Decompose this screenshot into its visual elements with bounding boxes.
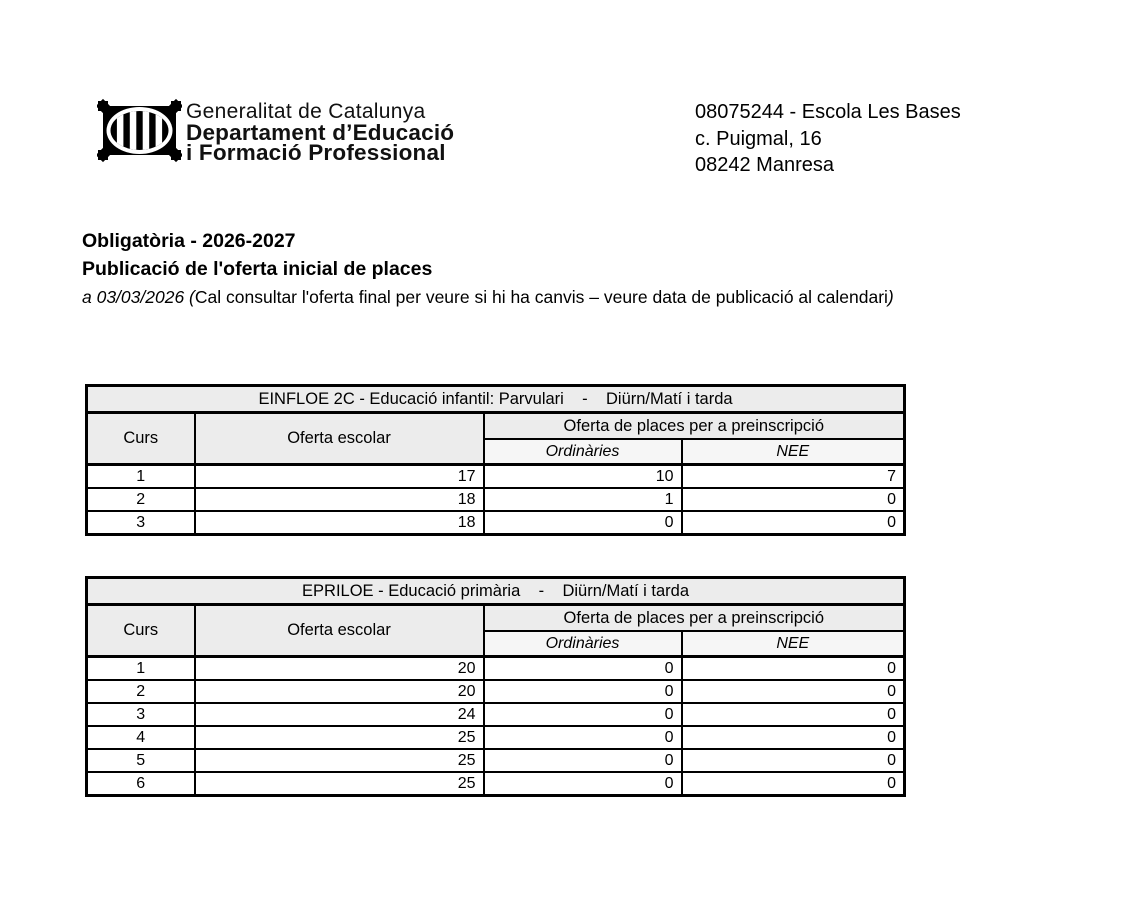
oferta-escolar-cell: 20 (195, 680, 484, 703)
logo-entity-name: Generalitat de Catalunya (186, 100, 426, 123)
table-row (87, 680, 905, 703)
table-row (87, 703, 905, 726)
curs-cell: 5 (87, 749, 195, 772)
school-code-name: 08075244 - Escola Les Bases (695, 101, 961, 123)
oferta-escolar-header: Oferta escolar (195, 605, 484, 657)
oferta-escolar-cell: 17 (195, 465, 484, 489)
table-row (87, 749, 905, 772)
curs-cell: 3 (87, 703, 195, 726)
curs-cell: 4 (87, 726, 195, 749)
curs-cell: 6 (87, 772, 195, 796)
nee-cell: 0 (682, 726, 905, 749)
school-address-block (695, 99, 961, 179)
oferta-escolar-cell: 20 (195, 657, 484, 681)
school-street: c. Puigmal, 16 (695, 127, 822, 150)
note-suffix: ) (887, 287, 894, 307)
table-row (87, 465, 905, 489)
table-header-row (87, 413, 905, 440)
logo-department-line1: Departament d’Educació (186, 120, 455, 145)
table-title-cell: EPRILOE - Educació primària - Diürn/Matí i tarda (87, 578, 905, 605)
nee-cell: 0 (682, 703, 905, 726)
nee-cell: 0 (682, 511, 905, 535)
table-row (87, 772, 905, 796)
oferta-escolar-cell: 25 (195, 772, 484, 796)
note-date-prefix: a 03/03/2026 ( (82, 287, 195, 307)
logo-department-line2: i Formació Professional (186, 139, 446, 165)
publication-title: Publicació de l'oferta inicial de places (82, 258, 433, 280)
publication-date-note (82, 287, 894, 308)
ordinaries-header: Ordinàries (484, 631, 682, 657)
oferta-escolar-cell: 18 (195, 488, 484, 511)
oferta-escolar-cell: 18 (195, 511, 484, 535)
ordinaries-cell: 0 (484, 511, 682, 535)
nee-cell: 0 (682, 772, 905, 796)
nee-cell: 0 (682, 488, 905, 511)
generalitat-senyera-icon (97, 98, 182, 163)
curs-cell: 3 (87, 511, 195, 535)
ordinaries-cell: 0 (484, 726, 682, 749)
nee-cell: 0 (682, 680, 905, 703)
ordinaries-cell: 10 (484, 465, 682, 489)
education-stage-title: Obligatòria - 2026-2027 (82, 230, 296, 252)
table-title-row (87, 578, 905, 605)
ordinaries-header: Ordinàries (484, 439, 682, 465)
ordinaries-cell: 0 (484, 703, 682, 726)
curs-header: Curs (87, 605, 195, 657)
nee-cell: 7 (682, 465, 905, 489)
ordinaries-cell: 0 (484, 749, 682, 772)
offer-table-einfloe-2c (85, 384, 906, 536)
curs-cell: 2 (87, 488, 195, 511)
nee-cell: 0 (682, 749, 905, 772)
table-title-row (87, 386, 905, 413)
table-row (87, 657, 905, 681)
table-row (87, 511, 905, 535)
oferta-escolar-cell: 24 (195, 703, 484, 726)
ordinaries-cell: 1 (484, 488, 682, 511)
curs-header: Curs (87, 413, 195, 465)
preinscripcio-header: Oferta de places per a preinscripció (484, 413, 905, 440)
nee-cell: 0 (682, 657, 905, 681)
oferta-escolar-cell: 25 (195, 749, 484, 772)
offer-table-eprioloe (85, 576, 906, 797)
curs-cell: 2 (87, 680, 195, 703)
curs-cell: 1 (87, 657, 195, 681)
nee-header: NEE (682, 439, 905, 465)
oferta-escolar-header: Oferta escolar (195, 413, 484, 465)
ordinaries-cell: 0 (484, 657, 682, 681)
oferta-escolar-cell: 25 (195, 726, 484, 749)
nee-header: NEE (682, 631, 905, 657)
ordinaries-cell: 0 (484, 772, 682, 796)
table-row (87, 488, 905, 511)
school-city: 08242 Manresa (695, 154, 834, 176)
logo-wordmark (186, 100, 455, 165)
table-title-cell: EINFLOE 2C - Educació infantil: Parvulari - Diürn/Matí i tarda (87, 386, 905, 413)
table-header-row (87, 605, 905, 632)
note-body: Cal consultar l'oferta final per veure si hi ha canvis – veure data de publicació al calendari (194, 287, 888, 307)
curs-cell: 1 (87, 465, 195, 489)
table-row (87, 726, 905, 749)
ordinaries-cell: 0 (484, 680, 682, 703)
preinscripcio-header: Oferta de places per a preinscripció (484, 605, 905, 632)
